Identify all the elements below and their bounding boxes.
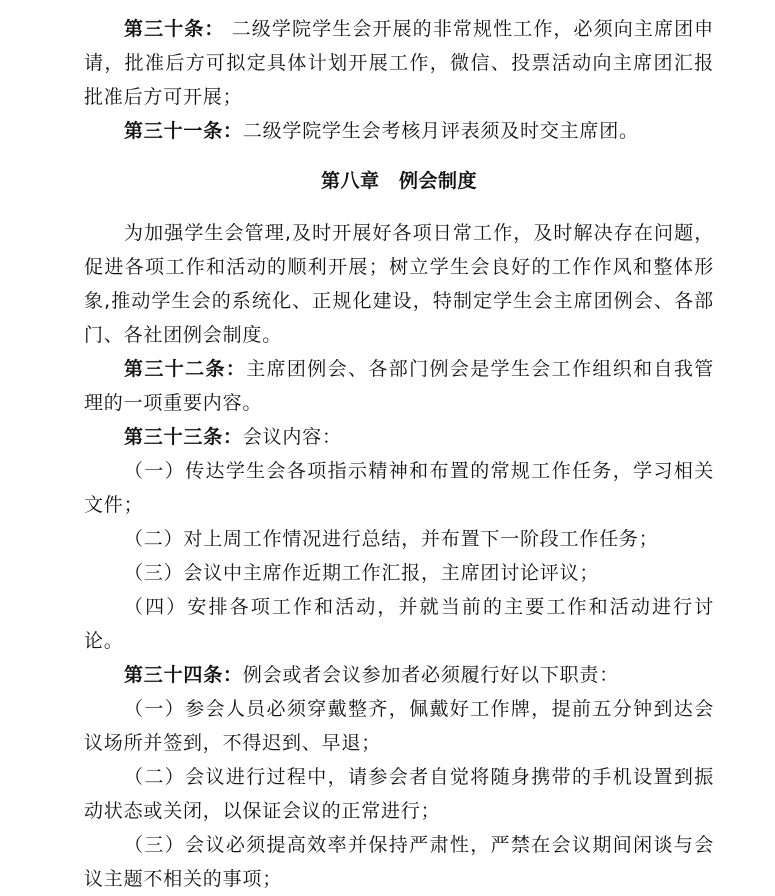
article-33 [84, 420, 714, 454]
article-33-item-2: （二）对上周工作情况进行总结，并布置下一阶段工作任务； [124, 528, 659, 550]
article-32-label: 第三十二条： [124, 358, 247, 380]
article-34 [84, 658, 714, 692]
article-33-label: 第三十三条： [124, 426, 243, 448]
article-30-label: 第三十条： [124, 18, 225, 40]
article-33-item-1: （一）传达学生会各项指示精神和布置的常规工作任务，学习相关文件； [84, 460, 714, 516]
article-32-text: 主席团例会、各部门例会是学生会工作组织和自我管理的一项重要内容。 [84, 358, 714, 414]
article-31-label: 第三十一条： [124, 120, 243, 142]
article-31 [84, 114, 714, 148]
article-33-item-4: （四）安排各项工作和活动，并就当前的主要工作和活动进行讨论。 [84, 596, 714, 652]
article-33-text: 会议内容： [242, 426, 342, 448]
article-32 [84, 352, 714, 420]
article-34-item-2: （二）会议进行过程中，请参会者自觉将随身携带的手机设置到振动状态或关闭，以保证会议的正常进行； [84, 766, 714, 822]
document-page [84, 12, 714, 896]
article-30 [84, 12, 714, 114]
chapter-8-intro: 为加强学生会管理,及时开展好各项日常工作，及时解决存在问题，促进各项工作和活动的顺利开展；树立学生会良好的工作作风和整体形象,推动学生会的系统化、正规化建设，特制定学生会主席团例会、各部门、各社团例会制度。 [84, 222, 714, 346]
article-33-item-3: （三）会议中主席作近期工作汇报，主席团讨论评议； [124, 562, 600, 584]
article-31-text: 二级学院学生会考核月评表须及时交主席团。 [242, 120, 639, 142]
article-34-text: 例会或者会议参加者必须履行好以下职责： [242, 664, 620, 686]
article-34-item-3: （三）会议必须提高效率并保持严肃性，严禁在会议期间闲谈与会议主题不相关的事项； [84, 834, 714, 890]
article-34-label: 第三十四条： [124, 664, 243, 686]
chapter-8-title: 第八章 例会制度 [320, 170, 477, 192]
article-34-item-1: （一）参会人员必须穿戴整齐，佩戴好工作牌，提前五分钟到达会议场所并签到，不得迟到、早退； [84, 698, 714, 754]
article-30-text: 二级学院学生会开展的非常规性工作，必须向主席团申请，批准后方可拟定具体计划开展工作，微信、投票活动向主席团汇报批准后方可开展； [84, 18, 714, 108]
